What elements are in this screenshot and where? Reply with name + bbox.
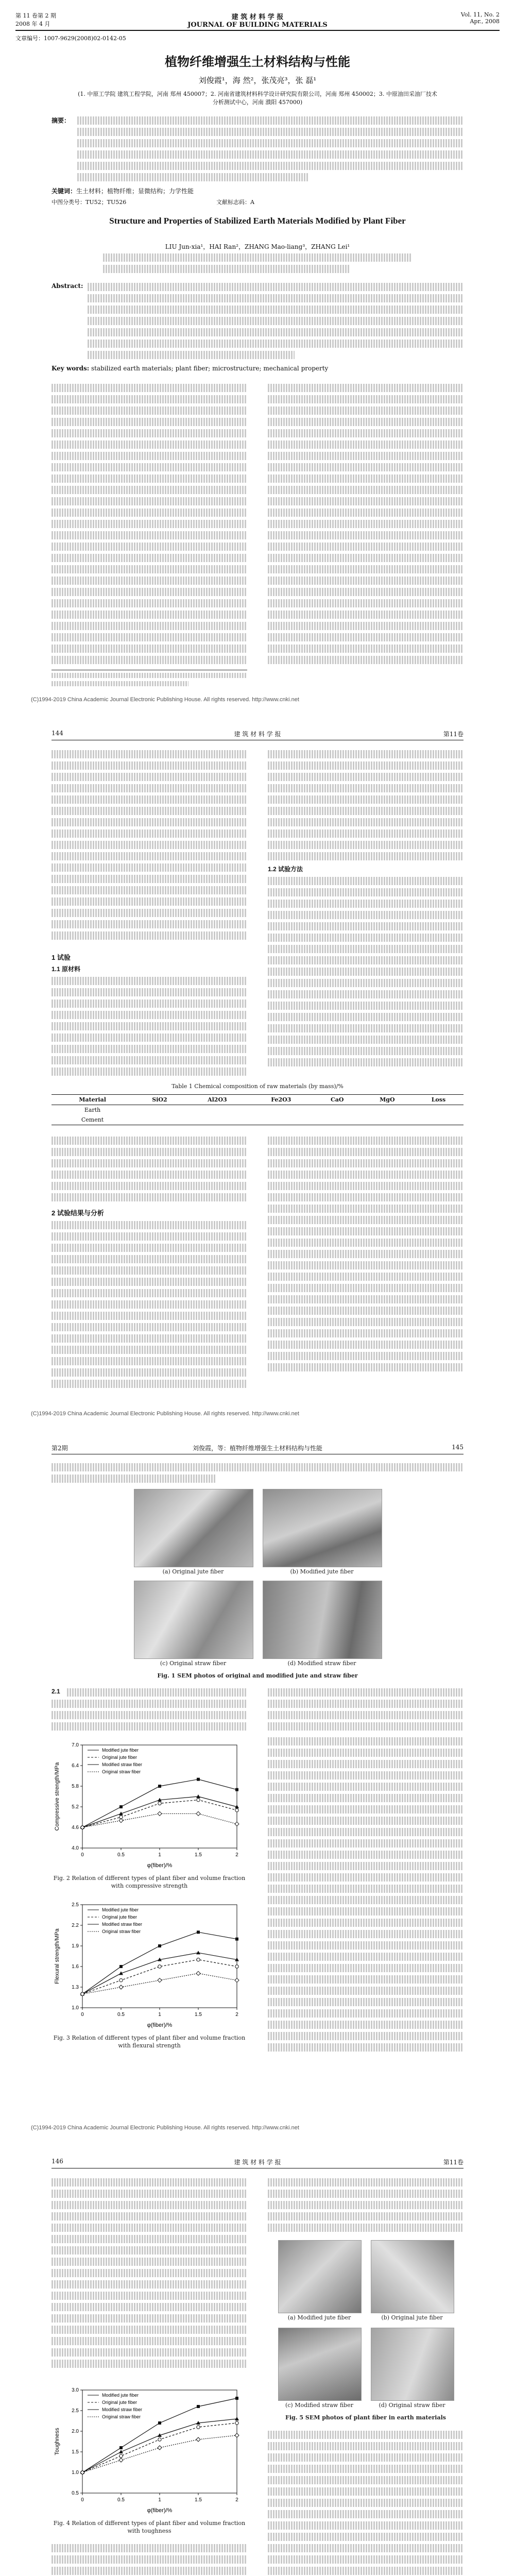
- body-col-left-a: [67, 1688, 247, 1700]
- running-head-title: 建 筑 材 料 学 报: [234, 2159, 281, 2166]
- running-head-page: 146: [52, 2158, 63, 2165]
- table-cell: [314, 1105, 361, 1115]
- plot-frame: [82, 1745, 237, 1848]
- table-row: [52, 1105, 464, 1115]
- fig3-caption: Fig. 3 Relation of different types of plant fiber and volume fraction with flexural strength: [53, 2035, 246, 2049]
- data-point: [197, 2426, 200, 2429]
- y-tick-label: 5.8: [72, 1784, 79, 1789]
- x-tick-label: 2: [235, 1852, 238, 1858]
- sem-image-5c: [278, 2328, 362, 2401]
- body-col-right-2: [268, 1737, 464, 2055]
- data-point: [235, 1938, 238, 1941]
- body-col-right: [268, 2178, 464, 2235]
- table-header-row: [52, 1095, 464, 1105]
- data-point: [119, 1805, 123, 1808]
- legend-label: Original straw fiber: [102, 1769, 141, 1774]
- data-point: [235, 2397, 238, 2400]
- running-head-volume: 第11卷: [443, 2159, 464, 2166]
- data-point: [235, 1965, 238, 1968]
- data-point: [235, 1822, 239, 1826]
- x-axis-label: φ(fiber)/%: [147, 1862, 173, 1869]
- legend-label: Original jute fiber: [102, 1755, 138, 1760]
- table-cell: [361, 1105, 414, 1115]
- data-point: [158, 2438, 161, 2441]
- section-2-heading: 2 试验结果与分析: [52, 1209, 104, 1217]
- data-point: [158, 1785, 161, 1788]
- section-1-heading: 1 试验: [52, 954, 71, 961]
- legend-label: Modified jute fiber: [102, 2393, 139, 2398]
- affiliations-cn: (1. 中原工学院 建筑工程学院，河南 郑州 450007；2. 河南省建筑材料科学设计研究院有限公司，河南 郑州 450002；3. 中原油田采油厂技术分析测试中心，河南 濮阳 457000): [78, 91, 437, 106]
- y-tick-label: 1.0: [72, 2005, 79, 2011]
- x-tick-label: 2: [235, 2012, 238, 2018]
- y-axis-label: Compressive strength/MPa: [54, 1762, 60, 1831]
- table-cell: [414, 1105, 464, 1115]
- data-point: [235, 2417, 239, 2420]
- document-code: 文献标志码：A: [216, 199, 254, 206]
- running-head-title: 刘俊霞，等：植物纤维增强生土材料结构与性能: [192, 1445, 322, 1452]
- data-point: [235, 1978, 239, 1982]
- title-cn: 植物纤维增强生土材料结构与性能: [165, 55, 350, 69]
- title-en: Structure and Properties of Stabilized Earth Materials Modified by Plant Fiber: [109, 216, 406, 226]
- data-point: [158, 2446, 162, 2450]
- abstract-en-label: Abstract:: [52, 282, 83, 290]
- body-col-left-4: [52, 1221, 247, 1391]
- data-point: [158, 1978, 162, 1982]
- data-point: [197, 1930, 200, 1934]
- table-cell: [414, 1115, 464, 1125]
- data-point: [196, 1951, 200, 1954]
- copyright-footer: (C)1994-2019 China Academic Journal Electronic Publishing House. All rights reserved. http://www.cnki.net: [31, 697, 299, 703]
- table-header: CaO: [331, 1096, 344, 1103]
- page-3: [0, 1428, 515, 2135]
- legend-label: Original straw fiber: [102, 1929, 141, 1934]
- body-full-width: [52, 1463, 464, 1486]
- data-point: [158, 2421, 161, 2425]
- abstract-cn-body: [77, 116, 464, 184]
- x-tick-label: 0.5: [117, 1852, 125, 1858]
- clc-number: 中图分类号：TU52；TU526: [52, 199, 127, 206]
- x-axis-label: φ(fiber)/%: [147, 2507, 173, 2514]
- x-tick-label: 1.5: [195, 2497, 202, 2503]
- y-tick-label: 2.5: [72, 2408, 79, 2414]
- y-tick-label: 2.2: [72, 1923, 79, 1928]
- table-cell: [314, 1115, 361, 1125]
- x-tick-label: 1: [158, 2497, 161, 2503]
- y-tick-label: 5.2: [72, 1804, 79, 1810]
- journal-name: 建 筑 材 料 学 报 JOURNAL OF BUILDING MATERIALS: [187, 13, 328, 29]
- fig1-b-label: (b) Modified jute fiber: [290, 1568, 354, 1575]
- affiliations-en: [103, 253, 412, 276]
- data-point: [235, 1788, 238, 1791]
- x-tick-label: 0.5: [117, 2012, 125, 2018]
- data-point: [119, 2454, 123, 2458]
- body-col-left: [52, 384, 247, 667]
- article-number: 文章编号：1007-9629(2008)02-0142-05: [15, 35, 126, 42]
- fig4-caption: Fig. 4 Relation of different types of plant fiber and volume fraction with toughness: [53, 2520, 246, 2534]
- body-col-right: [268, 750, 464, 863]
- series-line: [82, 1973, 237, 1994]
- fig1-c-label: (c) Original straw fiber: [160, 1660, 227, 1667]
- legend-label: Modified straw fiber: [102, 2407, 143, 2412]
- authors-en: LIU Jun-xia¹，HAI Ran²，ZHANG Mao-liang³，ZHANG Lei¹: [165, 243, 350, 250]
- y-tick-label: 4.6: [72, 1825, 79, 1831]
- body-col-right-2: [268, 877, 464, 1070]
- table-1-title: Table 1 Chemical composition of raw materials (by mass)/%: [171, 1083, 344, 1090]
- table-header: Loss: [431, 1096, 446, 1103]
- fig1-a-label: (a) Original jute fiber: [162, 1568, 224, 1575]
- data-point: [119, 1978, 123, 1981]
- data-point: [196, 1971, 200, 1975]
- data-point: [158, 1802, 161, 1805]
- x-tick-label: 0.5: [117, 2497, 125, 2503]
- y-tick-label: 2.5: [72, 1902, 79, 1908]
- y-tick-label: 2.0: [72, 2429, 79, 2434]
- body-col-left: [52, 750, 247, 943]
- body-col-left-3: [52, 1137, 247, 1205]
- data-point: [196, 2437, 200, 2442]
- table-cell: [361, 1115, 414, 1125]
- data-point: [235, 2433, 239, 2437]
- table-header: Material: [79, 1096, 106, 1103]
- y-tick-label: 4.0: [72, 1845, 79, 1851]
- chart-fig4: [52, 2382, 247, 2516]
- body-col-left: [52, 2178, 247, 2371]
- copyright-footer: (C)1994-2019 China Academic Journal Electronic Publishing House. All rights reserved. http://www.cnki.net: [31, 2125, 299, 2131]
- data-point: [158, 1965, 161, 1968]
- running-head-page: 144: [52, 730, 63, 737]
- data-point: [119, 2446, 123, 2449]
- sem-image-d: [263, 1581, 382, 1659]
- table-header: SiO2: [152, 1096, 167, 1103]
- sem-image-a: [134, 1489, 253, 1567]
- table-cell: Earth: [84, 1107, 101, 1113]
- table-cell: [186, 1105, 249, 1115]
- y-tick-label: 1.3: [72, 1985, 79, 1990]
- series-line: [82, 1932, 237, 1994]
- data-point: [158, 1944, 161, 1947]
- running-head-issue: 第2期: [52, 1445, 68, 1452]
- data-point: [158, 1811, 162, 1816]
- keywords-en: Key words: stabilized earth materials; plant fiber; microstructure; mechanical property: [52, 365, 329, 372]
- table-cell: [249, 1115, 314, 1125]
- journal-volume: Vol. 11, No. 2 Apr., 2008: [460, 11, 500, 25]
- body-col-right: [268, 1688, 464, 1734]
- running-head-volume: 第11卷: [443, 731, 464, 738]
- y-axis-label: Toughness: [54, 2428, 60, 2455]
- y-tick-label: 1.0: [72, 2470, 79, 2476]
- fig5-c-label: (c) Modified straw fiber: [285, 2402, 353, 2409]
- fig5-a-label: (a) Modified jute fiber: [287, 2314, 351, 2321]
- legend-label: Original straw fiber: [102, 2414, 141, 2419]
- x-tick-label: 1: [158, 2012, 161, 2018]
- table-cell: [133, 1105, 186, 1115]
- sem-image-5d: [371, 2328, 454, 2401]
- x-tick-label: 0: [81, 2012, 84, 2018]
- data-point: [196, 1794, 200, 1798]
- fig5-caption: Fig. 5 SEM photos of plant fiber in earth materials: [285, 2414, 446, 2421]
- abstract-en-body: [88, 283, 464, 362]
- header-rule: [15, 30, 500, 31]
- data-point: [119, 1985, 123, 1989]
- sem-image-5b: [371, 2240, 454, 2313]
- table-cell: [249, 1105, 314, 1115]
- chart-fig3: [52, 1897, 247, 2031]
- x-axis-label: φ(fiber)/%: [147, 2022, 173, 2028]
- sem-image-5a: [278, 2240, 362, 2313]
- y-tick-label: 0.5: [72, 2490, 79, 2496]
- body-col-right-2: [268, 2431, 464, 2576]
- page-1: [0, 0, 515, 707]
- data-point: [197, 2405, 200, 2408]
- table-header: Al2O3: [208, 1096, 227, 1103]
- chart-fig2: [52, 1737, 247, 1871]
- sem-image-c: [134, 1581, 253, 1659]
- y-axis-label: Flexural strength/MPa: [54, 1928, 60, 1984]
- y-tick-label: 1.9: [72, 1943, 79, 1949]
- data-point: [197, 1778, 200, 1781]
- body-col-right: [268, 384, 464, 667]
- data-point: [119, 1819, 123, 1823]
- fig5-d-label: (d) Original straw fiber: [379, 2402, 445, 2409]
- data-point: [196, 1811, 200, 1816]
- fig5-b-label: (b) Original jute fiber: [381, 2314, 443, 2321]
- section-2-1-heading: 2.1: [52, 1688, 60, 1695]
- page-2: [0, 714, 515, 1421]
- body-col-right-3: [268, 1137, 464, 1375]
- legend-label: Modified straw fiber: [102, 1762, 143, 1767]
- x-tick-label: 2: [235, 2497, 238, 2503]
- plot-frame: [82, 1905, 237, 2008]
- table-row: [52, 1115, 464, 1125]
- table-cell: [186, 1115, 249, 1125]
- y-tick-label: 1.5: [72, 2449, 79, 2455]
- y-tick-label: 6.4: [72, 1763, 79, 1769]
- journal-issue: 第 11 卷第 2 期 2008 年 4 月: [15, 12, 56, 27]
- table-1: [52, 1094, 464, 1125]
- legend-label: Original jute fiber: [102, 2400, 138, 2405]
- x-tick-label: 0: [81, 1852, 84, 1858]
- y-tick-label: 3.0: [72, 2387, 79, 2393]
- fig2-caption: Fig. 2 Relation of different types of plant fiber and volume fraction with compressive strength: [53, 1875, 246, 1889]
- y-tick-label: 7.0: [72, 1742, 79, 1748]
- x-tick-label: 1: [158, 1852, 161, 1858]
- y-tick-label: 1.6: [72, 1964, 79, 1970]
- data-point: [119, 2458, 123, 2462]
- table-header: MgO: [380, 1096, 395, 1103]
- section-1-1-heading: 1.1 原材料: [52, 965, 81, 973]
- authors-cn: 刘俊霞¹，海 然²，张茂亮³，张 磊¹: [198, 76, 317, 85]
- footnote: [52, 673, 247, 689]
- running-head-title: 建 筑 材 料 学 报: [234, 731, 281, 738]
- table-cell: [133, 1115, 186, 1125]
- legend-label: Modified jute fiber: [102, 1907, 139, 1912]
- body-col-left-2: [52, 977, 247, 1079]
- fig1-d-label: (d) Modified straw fiber: [287, 1660, 356, 1667]
- x-tick-label: 1.5: [195, 1852, 202, 1858]
- x-tick-label: 0: [81, 2497, 84, 2503]
- abstract-cn-label: 摘要：: [52, 117, 71, 124]
- legend-label: Modified jute fiber: [102, 1748, 139, 1753]
- table-header: Fe2O3: [271, 1096, 291, 1103]
- body-col-left-b: [52, 1700, 247, 1734]
- data-point: [119, 2450, 123, 2453]
- data-point: [197, 1958, 200, 1961]
- copyright-footer: (C)1994-2019 China Academic Journal Electronic Publishing House. All rights reserved. http://www.cnki.net: [31, 1411, 299, 1417]
- body-col-left-2: [52, 2544, 247, 2576]
- data-point: [235, 1808, 238, 1811]
- table-cell: Cement: [81, 1116, 104, 1123]
- running-head-page: 145: [452, 1444, 464, 1451]
- x-tick-label: 1.5: [195, 2012, 202, 2018]
- legend-label: Original jute fiber: [102, 1914, 138, 1920]
- keywords-cn: 关键词：生土材料；植物纤维；显微结构；力学性能: [52, 188, 194, 195]
- plot-frame: [82, 2390, 237, 2493]
- data-point: [197, 1798, 200, 1801]
- data-point: [235, 2421, 238, 2425]
- legend-label: Modified straw fiber: [102, 1922, 143, 1927]
- section-1-2-heading: 1.2 试验方法: [268, 866, 303, 873]
- fig1-caption: Fig. 1 SEM photos of original and modified jute and straw fiber: [157, 1672, 358, 1679]
- data-point: [119, 1965, 123, 1968]
- sem-image-b: [263, 1489, 382, 1567]
- page-4: [0, 2142, 515, 2576]
